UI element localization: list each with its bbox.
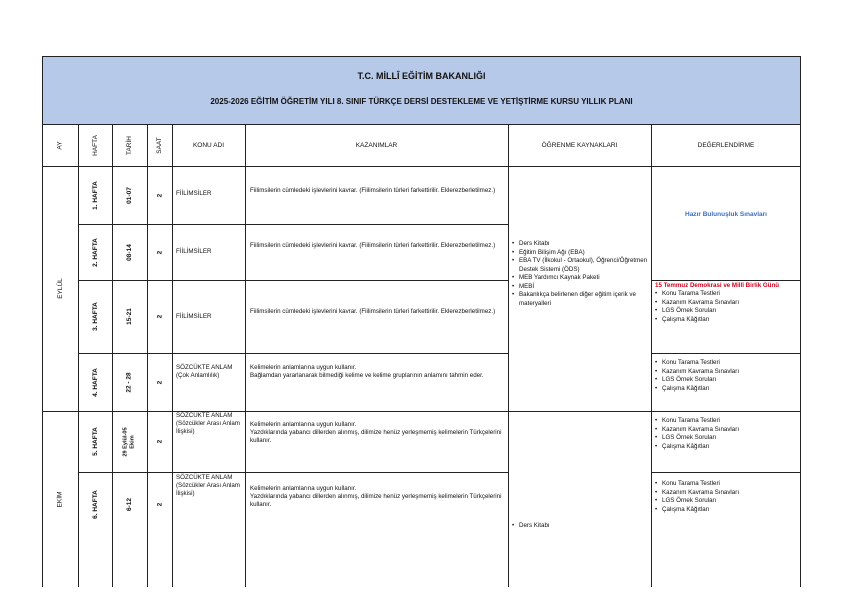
list-item: • Çalışma Kâğıtları (655, 316, 797, 325)
topic-name: SÖZCÜKTE ANLAM (Sözcükler Arası Anlam İlişkisi) (176, 412, 240, 435)
list-item: • Kazanım Kavrama Sınavları (655, 426, 797, 435)
list-item: • Bakanlıkça belirlenen diğer eğitim içerik ve materyalleri (512, 291, 648, 308)
readiness-exams: Hazır Bulunuşluk Sınavları (685, 211, 767, 218)
topic-name: SÖZCÜKTE ANLAM (Sözcükler Arası Anlam İlişkisi) (176, 474, 240, 497)
plan-title: 2025-2026 EĞİTİM ÖĞRETİM YILI 8. SINIF TÜRKÇE DERSİ DESTEKLEME VE YETİŞTİRME KURSU YILLIK PLANI (210, 97, 633, 106)
list-item: • Çalışma Kâğıtları (655, 506, 797, 515)
hour-count: 2 (156, 380, 163, 384)
objective-text: Fiilimsilerin cümledeki işlevlerini kavrar. (Fiilimsilerin türleri farkettirilir. Eklerezberletilmez.) (250, 187, 496, 194)
list-item: • Kazanım Kavrama Sınavları (655, 489, 797, 498)
objective-text: Fiilimsilerin cümledeki işlevlerini kavrar. (Fiilimsilerin türleri farkettirilir. Eklerezberletilmez.) (250, 242, 496, 249)
ministry-title: T.C. MİLLÎ EĞİTİM BAKANLIĞI (357, 71, 486, 81)
hour-count: 2 (156, 314, 163, 319)
list-item: • LGS Örnek Soruları (655, 497, 797, 506)
list-item: • LGS Örnek Soruları (655, 307, 797, 316)
list-item: • Konu Tarama Testleri (655, 480, 797, 489)
objective-text (250, 364, 502, 380)
col-kazanimlar: KAZANIMLAR (355, 142, 398, 149)
week-label: 1. HAFTA (91, 180, 99, 210)
list-item: • Ders Kitabı (512, 522, 648, 531)
topic-name: FİİLİMSİLER (176, 313, 212, 320)
objective-line-2: Yazdıklarında yabancı dillerden alınmış, dilimize henüz yerleşmemiş kelimelerin Türkçelerini kullanır. (250, 493, 502, 508)
hour-count: 2 (156, 250, 163, 254)
date-range: 6-12 (125, 497, 133, 511)
week-label: 5. HAFTA (91, 427, 99, 456)
list-item: • Ders Kitabı (512, 240, 648, 249)
list-item: • Kazanım Kavrama Sınavları (655, 368, 797, 377)
evaluation-list (655, 359, 797, 393)
evaluation-list (655, 480, 797, 514)
col-ay: AY (56, 141, 64, 150)
resources-list (512, 522, 648, 531)
objective-line-1: Kelimelerin anlamlarına uygun kullanır. (250, 485, 357, 492)
topic-name: FİİLİMSİLER (176, 190, 212, 197)
list-item: • Konu Tarama Testleri (655, 290, 797, 299)
col-saat: SAAT (156, 137, 163, 154)
col-tarih: TARİH (126, 135, 133, 156)
col-degerlendirme: DEĞERLENDİRME (697, 142, 755, 149)
objective-line-1: Kelimelerin anlamlarına uygun kullanır. (250, 364, 357, 371)
objective-text (250, 485, 502, 509)
week-label: 4. HAFTA (91, 367, 99, 397)
objective-text: Fiilimsilerin cümledeki işlevlerini kavrar. (Fiilimsilerin türleri farkettirilir. Eklerezberletilmez.) (250, 308, 496, 315)
hour-count: 2 (156, 502, 163, 506)
week-label: 2. HAFTA (91, 237, 99, 267)
list-item: • Çalışma Kâğıtları (655, 443, 797, 452)
month-eylul: EYLÜL (56, 278, 64, 299)
list-item: • MEBİ (512, 283, 648, 292)
col-hafta: HAFTA (91, 135, 99, 156)
objective-line-2: Yazdıklarında yabancı dillerden alınmış, dilimize henüz yerleşmemiş kelimelerin Türkçelerini kullanır. (250, 429, 502, 444)
plan-header (42, 56, 801, 125)
hour-count: 2 (156, 193, 163, 197)
week-label: 6. HAFTA (91, 489, 99, 519)
date-range: 08-14 (126, 243, 133, 261)
date-range: 29 Eylül-05 Ekim (122, 426, 136, 457)
list-item: • Kazanım Kavrama Sınavları (655, 299, 797, 308)
evaluation-list (655, 290, 797, 324)
objective-line-2: Bağlamdan yararlanarak bilmediği kelime ve kelime gruplarının anlamını tahmin eder. (250, 372, 484, 379)
list-item: • MEB Yardımcı Kaynak Paketi (512, 274, 648, 283)
list-item: • EBA TV (İlkokul - Ortaokul), Öğrenci/Öğretmen Destek Sistemi (ÖDS) (512, 257, 648, 274)
list-item: • Çalışma Kâğıtları (655, 385, 797, 394)
month-ekim: EKİM (56, 491, 64, 507)
col-kaynaklar: ÖĞRENME KAYNAKLARI (541, 142, 618, 149)
evaluation-list (655, 417, 797, 451)
july15-note: 15 Temmuz Demokrasi ve Millî Birlik Günü (655, 282, 780, 289)
list-item: • Konu Tarama Testleri (655, 417, 797, 426)
date-range: 15-21 (126, 308, 133, 325)
topic-name: SÖZCÜKTE ANLAM (Çok Anlamlılık) (176, 364, 233, 379)
objective-text (250, 421, 502, 445)
col-konu: KONU ADI (192, 142, 225, 149)
list-item: • LGS Örnek Soruları (655, 376, 797, 385)
week-label: 3. HAFTA (91, 302, 99, 331)
list-item: • Konu Tarama Testleri (655, 359, 797, 368)
list-item: • Eğitim Bilişim Ağı (EBA) (512, 249, 648, 258)
date-range: 01-07 (126, 186, 133, 204)
resources-list (512, 240, 648, 308)
list-item: • LGS Örnek Soruları (655, 434, 797, 443)
objective-line-1: Kelimelerin anlamlarına uygun kullanır. (250, 421, 357, 428)
topic-name: FİİLİMSİLER (176, 248, 212, 255)
date-range: 22 - 28 (126, 371, 133, 393)
evaluation-block (655, 282, 797, 324)
hour-count: 2 (156, 439, 163, 444)
